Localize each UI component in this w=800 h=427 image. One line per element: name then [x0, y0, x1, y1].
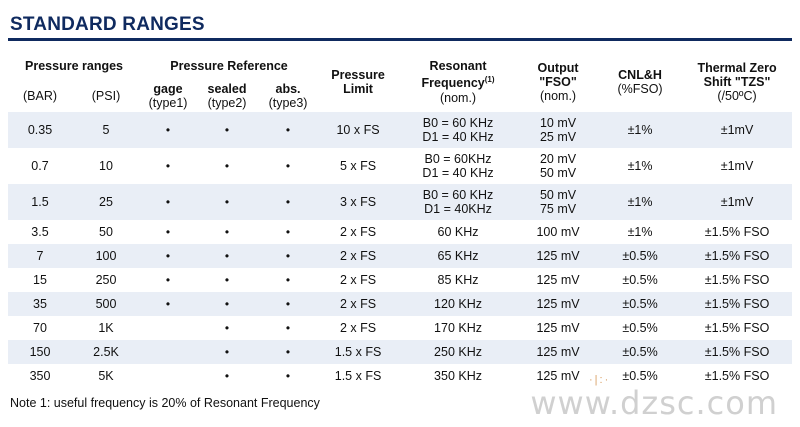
cell-bar: 0.35 [8, 112, 72, 148]
cell-tzs: ±1.5% FSO [682, 340, 792, 364]
header-pressure-limit-line2: Limit [343, 82, 373, 96]
cell-resonant-frequency-line: 65 KHz [437, 249, 479, 263]
table-row [8, 316, 792, 340]
cell-cnl: ±1% [598, 184, 682, 220]
header-psi: (PSI) [91, 89, 121, 103]
cell-sealed-dot: • [196, 184, 258, 220]
cell-cnl: ±0.5% [598, 268, 682, 292]
cell-tzs: ±1mV [682, 184, 792, 220]
cell-resonant-frequency-line: B0 = 60KHz [424, 152, 492, 166]
table-row [8, 268, 792, 292]
cell-abs-dot: • [258, 112, 318, 148]
cell-cnl: ±0.5% [598, 244, 682, 268]
cell-output-line: 50 mV [539, 166, 577, 180]
cell-gage-dot [140, 364, 196, 388]
header-resonant-frequency [398, 52, 518, 112]
header-sealed-label: sealed [207, 82, 247, 96]
cell-resonant-frequency-line: 170 KHz [434, 321, 482, 335]
cell-cnl: ±1% [598, 148, 682, 184]
cell-psi: 50 [72, 220, 140, 244]
cell-pressure-limit: 2 x FS [318, 292, 398, 316]
cell-pressure-limit: 5 x FS [318, 148, 398, 184]
cell-resonant-frequency-line: 250 KHz [434, 345, 482, 359]
cell-pressure-limit: 3 x FS [318, 184, 398, 220]
cell-bar: 35 [8, 292, 72, 316]
cell-abs-dot: • [258, 148, 318, 184]
cell-gage-dot [140, 316, 196, 340]
cell-sealed-dot: • [196, 244, 258, 268]
header-gage-type: (type1) [148, 96, 188, 110]
cell-psi: 100 [72, 244, 140, 268]
cell-resonant-frequency [398, 292, 518, 316]
standard-ranges-table [8, 52, 792, 388]
cell-pressure-limit: 2 x FS [318, 220, 398, 244]
cell-pressure-limit: 2 x FS [318, 244, 398, 268]
table-row [8, 220, 792, 244]
cell-abs-dot: • [258, 364, 318, 388]
cell-output-line: 25 mV [539, 130, 577, 144]
header-resonant-line3: (nom.) [439, 90, 477, 105]
cell-resonant-frequency-line: B0 = 60 KHz [422, 116, 494, 130]
table-row [8, 112, 792, 148]
header-pressure-ranges: Pressure ranges [25, 59, 123, 73]
cell-output-line: 20 mV [539, 152, 577, 166]
cell-sealed-dot: • [196, 148, 258, 184]
cell-gage-dot: • [140, 112, 196, 148]
title-rule [8, 38, 792, 41]
cell-cnl: ±0.5% [598, 340, 682, 364]
cell-resonant-frequency [398, 268, 518, 292]
watermark-text: www.dzsc.com [530, 384, 778, 422]
cell-resonant-frequency-line: D1 = 40KHz [424, 202, 492, 216]
header-gage-label: gage [153, 82, 183, 96]
page-title: STANDARD RANGES [10, 14, 205, 35]
header-gage [140, 80, 196, 112]
cell-sealed-dot: • [196, 340, 258, 364]
header-resonant-line1: Resonant [429, 59, 487, 74]
cell-output-line: 10 mV [539, 116, 577, 130]
cell-resonant-frequency [398, 184, 518, 220]
cell-psi: 10 [72, 148, 140, 184]
table-body [8, 112, 792, 388]
cell-resonant-frequency [398, 148, 518, 184]
header-pressure-limit [318, 52, 398, 112]
cell-resonant-frequency-line: D1 = 40 KHz [422, 166, 494, 180]
cell-resonant-frequency [398, 364, 518, 388]
cell-tzs: ±1.5% FSO [682, 244, 792, 268]
cell-output [518, 316, 598, 340]
cell-tzs: ±1.5% FSO [682, 268, 792, 292]
cell-output [518, 112, 598, 148]
cell-sealed-dot: • [196, 292, 258, 316]
table-row [8, 340, 792, 364]
header-cnl-h [598, 52, 682, 112]
cell-pressure-limit: 1.5 x FS [318, 340, 398, 364]
cell-psi: 5 [72, 112, 140, 148]
header-output-line2: "FSO" [539, 75, 577, 89]
cell-bar: 15 [8, 268, 72, 292]
cell-bar: 3.5 [8, 220, 72, 244]
header-output-line3: (nom.) [539, 89, 577, 103]
cell-output-line: 125 mV [536, 345, 580, 359]
cell-sealed-dot: • [196, 364, 258, 388]
cell-cnl: ±1% [598, 112, 682, 148]
header-abs [258, 80, 318, 112]
cell-bar: 1.5 [8, 184, 72, 220]
cell-gage-dot: • [140, 292, 196, 316]
header-pressure-reference: Pressure Reference [170, 59, 288, 73]
cell-output-line: 125 mV [536, 249, 580, 263]
cell-output [518, 148, 598, 184]
cell-resonant-frequency-line: D1 = 40 KHz [422, 130, 494, 144]
cell-output-line: 125 mV [536, 297, 580, 311]
cell-output-line: 125 mV [536, 273, 580, 287]
cell-output-line: 100 mV [536, 225, 580, 239]
table-row [8, 184, 792, 220]
cell-cnl: ±1% [598, 220, 682, 244]
header-abs-type: (type3) [268, 96, 308, 110]
cell-psi: 500 [72, 292, 140, 316]
cell-output-line: 125 mV [536, 369, 580, 383]
header-sealed-type: (type2) [207, 96, 247, 110]
header-sealed [196, 80, 258, 112]
header-resonant-word: Frequency [421, 76, 485, 91]
cell-bar: 150 [8, 340, 72, 364]
header-pressure-limit-line1: Pressure [331, 68, 385, 82]
cell-bar: 0.7 [8, 148, 72, 184]
cell-tzs: ±1.5% FSO [682, 316, 792, 340]
cell-output [518, 292, 598, 316]
header-abs-label: abs. [275, 82, 301, 96]
cell-output [518, 244, 598, 268]
table-row [8, 292, 792, 316]
footnote: Note 1: useful frequency is 20% of Resonant Frequency [10, 396, 320, 410]
cell-resonant-frequency-line: 85 KHz [437, 273, 479, 287]
cell-tzs: ±1.5% FSO [682, 292, 792, 316]
table-row [8, 148, 792, 184]
cell-output [518, 220, 598, 244]
cell-output-line: 75 mV [539, 202, 577, 216]
header-resonant-footnote: (1) [484, 75, 495, 85]
cell-abs-dot: • [258, 184, 318, 220]
cell-psi: 25 [72, 184, 140, 220]
cell-bar: 350 [8, 364, 72, 388]
header-output-line1: Output [537, 61, 579, 75]
cell-sealed-dot: • [196, 112, 258, 148]
cell-tzs: ±1mV [682, 148, 792, 184]
header-cnl-line2: (%FSO) [617, 82, 663, 96]
cell-tzs: ±1.5% FSO [682, 364, 792, 388]
cell-resonant-frequency-line: B0 = 60 KHz [422, 188, 494, 202]
cell-resonant-frequency [398, 316, 518, 340]
cell-bar: 7 [8, 244, 72, 268]
cell-output-line: 50 mV [539, 188, 577, 202]
header-tzs-line2: Shift "TZS" [703, 75, 771, 89]
table-row [8, 244, 792, 268]
cell-resonant-frequency-line: 60 KHz [437, 225, 479, 239]
cell-abs-dot: • [258, 340, 318, 364]
cell-sealed-dot: • [196, 220, 258, 244]
table-header [8, 52, 792, 112]
cell-gage-dot: • [140, 220, 196, 244]
cell-pressure-limit: 1.5 x FS [318, 364, 398, 388]
header-resonant-line2 [398, 73, 518, 90]
cell-psi: 1K [72, 316, 140, 340]
cell-output [518, 184, 598, 220]
cell-resonant-frequency [398, 220, 518, 244]
cell-resonant-frequency [398, 112, 518, 148]
cell-abs-dot: • [258, 268, 318, 292]
header-bar: (BAR) [22, 89, 58, 103]
cell-output [518, 268, 598, 292]
cell-pressure-limit: 2 x FS [318, 316, 398, 340]
cell-resonant-frequency-line: 120 KHz [434, 297, 482, 311]
cell-tzs: ±1.5% FSO [682, 220, 792, 244]
cell-output-line: 125 mV [536, 321, 580, 335]
cell-gage-dot: • [140, 148, 196, 184]
cell-resonant-frequency-line: 350 KHz [434, 369, 482, 383]
cell-cnl: ±0.5% [598, 364, 682, 388]
cell-gage-dot: • [140, 244, 196, 268]
cell-gage-dot: • [140, 268, 196, 292]
cell-cnl: ±0.5% [598, 316, 682, 340]
watermark-fragment: ·|:· [589, 374, 611, 386]
cell-abs-dot: • [258, 292, 318, 316]
cell-resonant-frequency [398, 244, 518, 268]
cell-pressure-limit: 2 x FS [318, 268, 398, 292]
cell-psi: 2.5K [72, 340, 140, 364]
cell-tzs: ±1mV [682, 112, 792, 148]
cell-gage-dot [140, 340, 196, 364]
cell-sealed-dot: • [196, 316, 258, 340]
header-tzs-line3: (/50ºC) [717, 89, 757, 103]
cell-abs-dot: • [258, 316, 318, 340]
cell-sealed-dot: • [196, 268, 258, 292]
cell-pressure-limit: 10 x FS [318, 112, 398, 148]
cell-abs-dot: • [258, 220, 318, 244]
cell-psi: 250 [72, 268, 140, 292]
header-cnl-line1: CNL&H [618, 68, 662, 82]
header-tzs [682, 52, 792, 112]
cell-resonant-frequency [398, 340, 518, 364]
header-tzs-line1: Thermal Zero [697, 61, 777, 75]
cell-gage-dot: • [140, 184, 196, 220]
cell-bar: 70 [8, 316, 72, 340]
cell-abs-dot: • [258, 244, 318, 268]
cell-psi: 5K [72, 364, 140, 388]
cell-output [518, 340, 598, 364]
header-output-fso [518, 52, 598, 112]
cell-cnl: ±0.5% [598, 292, 682, 316]
